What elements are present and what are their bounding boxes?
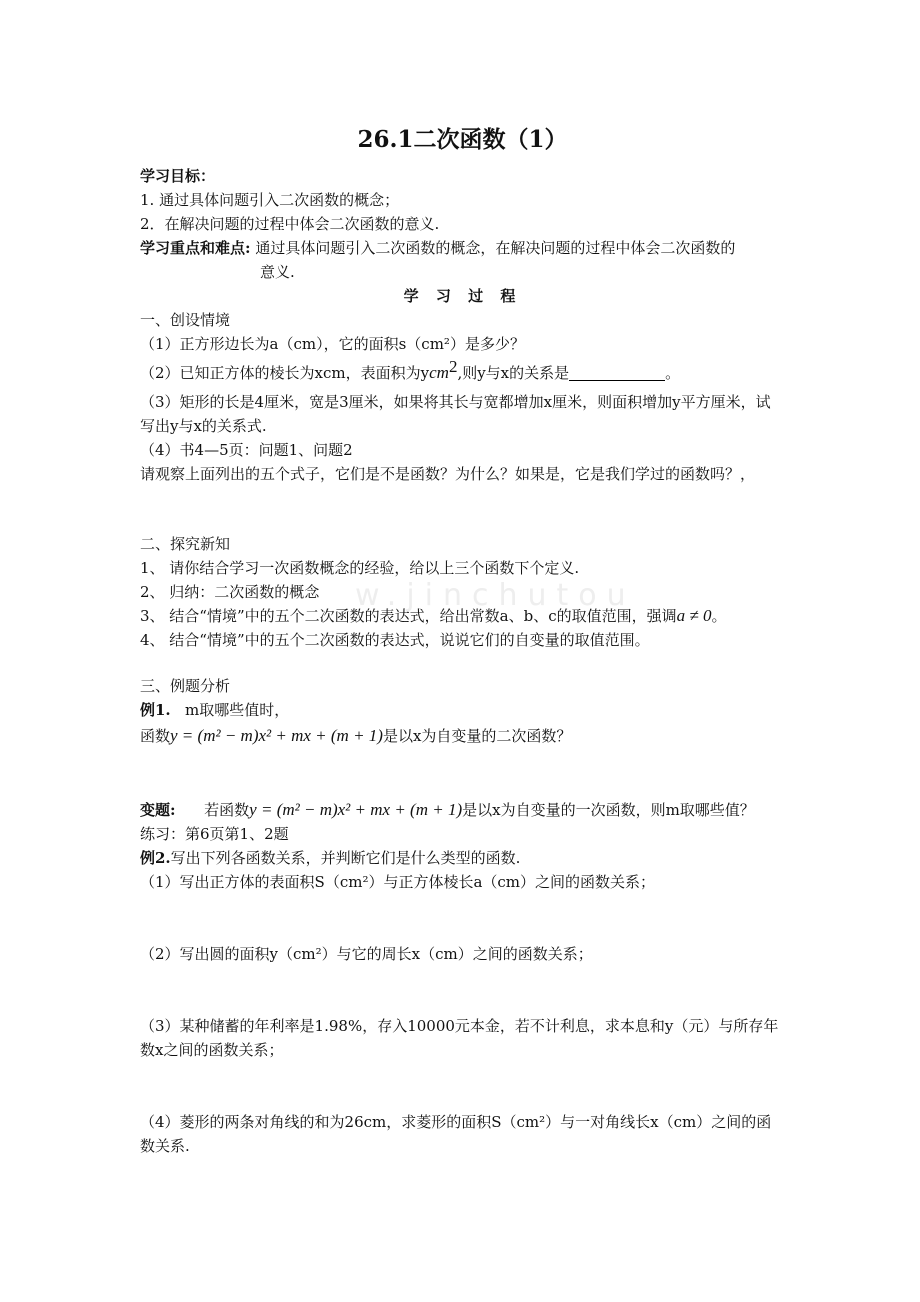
variant-label: 变题: <box>140 801 176 819</box>
keypoints-line: 学习重点和难点: 通过具体问题引入二次函数的概念，在解决问题的过程中体会二次函数的 <box>140 239 736 257</box>
variant-suffix: 是以x为自变量的一次函数，则m取哪些值？ <box>462 801 755 819</box>
explore-item-3-end: 。 <box>711 607 727 625</box>
objective-item-2: 2．在解决问题的过程中体会二次函数的意义. <box>140 215 440 233</box>
example-2-label: 例2. <box>140 849 171 867</box>
variant-formula: y = (m² − m)x² + mx + (m + 1) <box>249 800 463 819</box>
question-2-mid: ,则y与x的关系是 <box>457 364 570 382</box>
example-1-suffix: 是以x为自变量的二次函数？ <box>382 727 572 745</box>
objective-item-1: 1. 通过具体问题引入二次函数的概念； <box>140 191 400 209</box>
example-1-text: m取哪些值时， <box>170 701 290 719</box>
example-2 <box>140 846 785 870</box>
example-1 <box>140 698 785 722</box>
question-1: （1）正方形边长为a（cm），它的面积s（cm²）是多少？ <box>140 335 525 353</box>
example-2-item-2: （2）写出圆的面积y（cm²）与它的周长x（cm）之间的函数关系； <box>140 945 593 963</box>
question-3: （3）矩形的长是4厘米，宽是3厘米，如果将其长与宽都增加x厘米，则面积增加y平方厘米，试写出y与x的关系式. <box>140 393 771 435</box>
example-2-item-4: （4）菱形的两条对角线的和为26cm，求菱形的面积S（cm²）与一对角线长x（cm）之间的函数关系. <box>140 1113 772 1155</box>
example-1-label: 例1. <box>140 701 171 719</box>
section2-heading: 二、探究新知 <box>140 535 231 553</box>
document-page <box>140 120 785 1158</box>
example-2-item-3: （3）某种储蓄的年利率是1.98%，存入10000元本金，若不计利息，求本息和y（元）与所存年数x之间的函数关系； <box>140 1017 779 1059</box>
variant-problem <box>140 798 785 822</box>
a-not-zero: a ≠ 0 <box>676 606 712 625</box>
formula: y = (m² − m)x² + mx + (m + 1) <box>170 726 383 745</box>
answer-blank[interactable] <box>569 364 665 381</box>
question-2-end: 。 <box>665 364 681 382</box>
watermark: w.jinchutou <box>355 578 636 613</box>
section1-heading: 一、创设情境 <box>140 311 231 329</box>
explore-item-3 <box>140 604 785 628</box>
objectives-label: 学习目标： <box>140 167 216 185</box>
example-1-prefix: 函数 <box>140 727 171 745</box>
keypoints-text: 通过具体问题引入二次函数的概念，在解决问题的过程中体会二次函数的 <box>255 239 736 257</box>
question-2-text: （2）已知正方体的棱长为xcm，表面积为y <box>140 364 430 382</box>
question-2: （2）已知正方体的棱长为xcm，表面积为ycm$^2$,则y与x的关系是 。 <box>140 357 681 382</box>
explore-item-1: 1、 请你结合学习一次函数概念的经验，给以上三个函数下个定义. <box>140 559 580 577</box>
example-2-item-1: （1）写出正方体的表面积S（cm²）与正方体棱长a（cm）之间的函数关系； <box>140 873 656 891</box>
question-4: （4）书4—5页：问题1、问题2 <box>140 441 353 459</box>
observe-text: 请观察上面列出的五个式子，它们是不是函数？为什么？如果是，它是我们学过的函数吗？， <box>140 465 756 483</box>
example-2-text: 写出下列各函数关系，并判断它们是什么类型的函数. <box>170 849 521 867</box>
explore-item-2: 2、 归纳：二次函数的概念 <box>140 583 320 601</box>
variant-prefix: 若函数 <box>204 801 250 819</box>
section3-heading: 三、例题分析 <box>140 677 231 695</box>
cm-unit: cm <box>429 363 449 382</box>
example-1-function <box>140 722 785 750</box>
process-heading: 学 习 过 程 <box>403 287 522 305</box>
keypoints-continued: 意义. <box>260 263 295 281</box>
explore-item-4: 4、 结合“情境”中的五个二次函数的表达式，说说它们的自变量的取值范围。 <box>140 631 650 649</box>
practice: 练习：第6页第1、2题 <box>140 825 289 843</box>
keypoints-label: 学习重点和难点 <box>140 239 246 257</box>
explore-item-3-text: 3、 结合“情境”中的五个二次函数的表达式，给出常数a、b、c的取值范围，强调 <box>140 607 677 625</box>
page-title: 26.1二次函数（1） <box>357 126 568 153</box>
